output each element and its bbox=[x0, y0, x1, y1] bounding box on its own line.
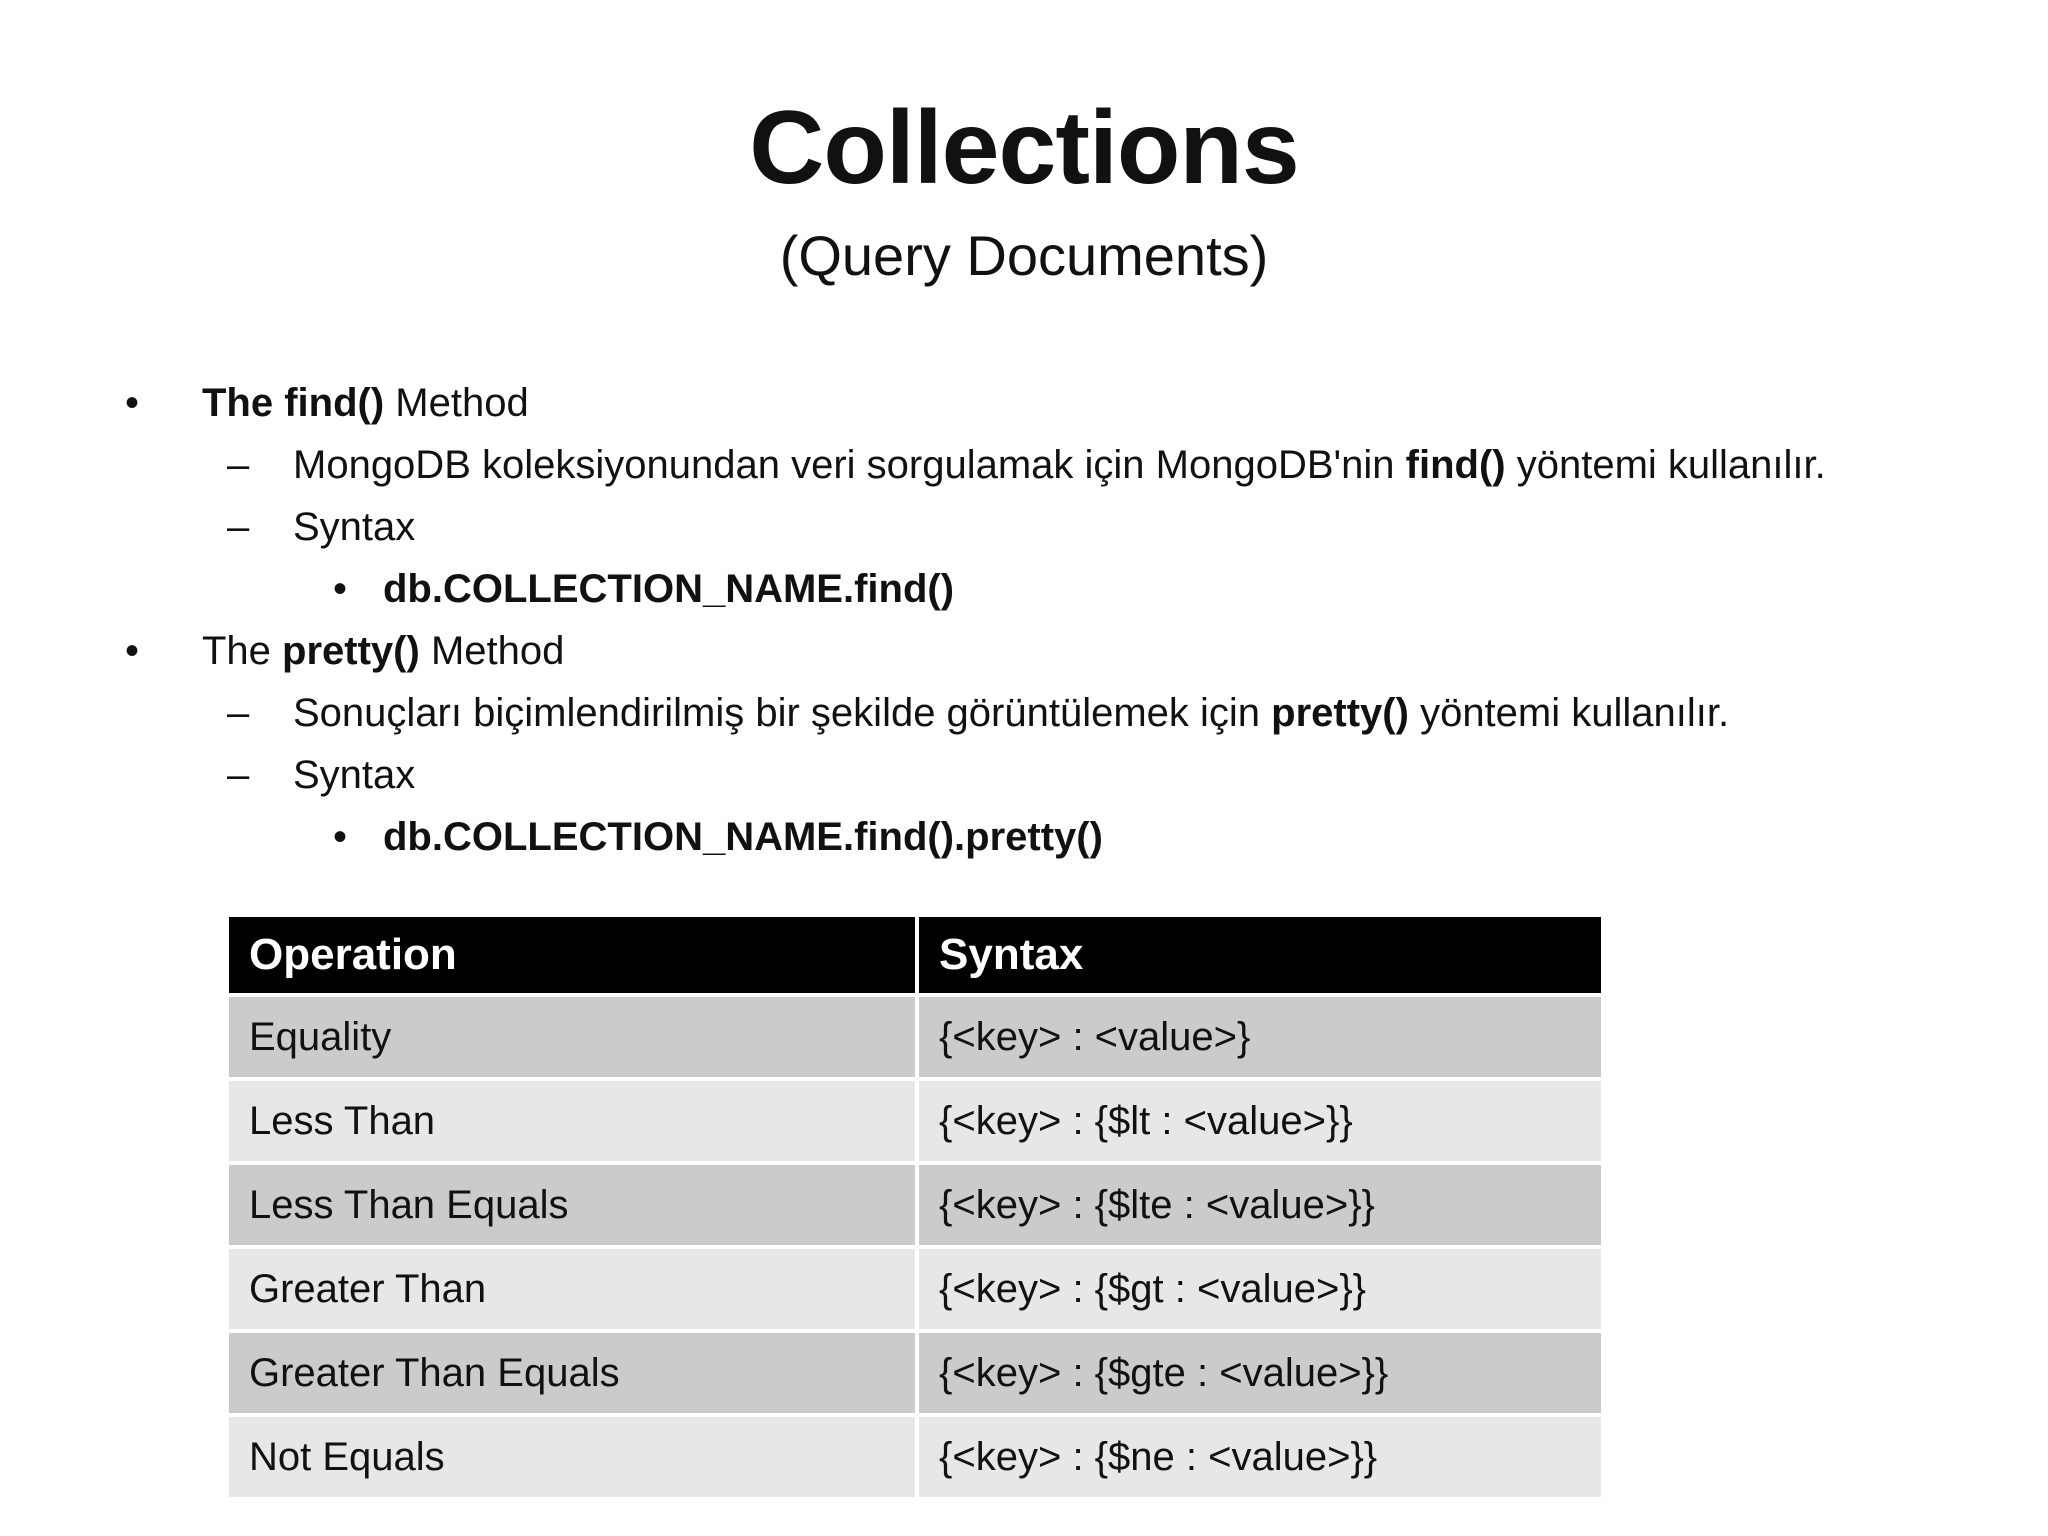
dash-marker: – bbox=[227, 443, 250, 487]
operation-cell: Greater Than Equals bbox=[227, 1331, 917, 1415]
syntax-cell: {<key> : {$gte : <value>}} bbox=[917, 1331, 1603, 1415]
sub-bullet-find-syntax bbox=[0, 496, 2048, 558]
syntax-cell: {<key> : {$ne : <value>}} bbox=[917, 1415, 1603, 1499]
bullet-marker: • bbox=[125, 629, 140, 673]
plain-text: The bbox=[202, 629, 283, 673]
bold-text: find() bbox=[1405, 443, 1506, 487]
table-row bbox=[227, 1163, 1603, 1247]
plain-text: MongoDB koleksiyonundan veri sorgulamak için MongoDB'nin bbox=[293, 443, 1406, 487]
table-row bbox=[227, 995, 1603, 1079]
operation-cell: Less Than Equals bbox=[227, 1163, 917, 1247]
table-header-row bbox=[227, 915, 1603, 995]
syntax-code: db.COLLECTION_NAME.find().pretty() bbox=[383, 815, 1103, 859]
dash-marker: – bbox=[227, 691, 250, 735]
dash-marker: – bbox=[227, 505, 250, 549]
syntax-cell: {<key> : {$lte : <value>}} bbox=[917, 1163, 1603, 1247]
bullet-marker: • bbox=[333, 567, 348, 611]
sub-bullet-find-description bbox=[0, 434, 2048, 496]
sub-bullet-text bbox=[293, 434, 1826, 496]
syntax-cell: {<key> : <value>} bbox=[917, 995, 1603, 1079]
sub-bullet-pretty-syntax bbox=[0, 744, 2048, 806]
bullet-marker: • bbox=[333, 815, 348, 859]
header-syntax: Syntax bbox=[917, 915, 1603, 995]
bullet-find-method bbox=[0, 372, 2048, 434]
table-row bbox=[227, 1247, 1603, 1331]
sub-bullet-text: Syntax bbox=[293, 753, 416, 797]
code-bullet-find bbox=[0, 558, 2048, 620]
table-row bbox=[227, 1415, 1603, 1499]
sub-bullet-pretty-description bbox=[0, 682, 2048, 744]
syntax-cell: {<key> : {$gt : <value>}} bbox=[917, 1247, 1603, 1331]
operation-cell: Less Than bbox=[227, 1079, 917, 1163]
slide-subtitle: (Query Documents) bbox=[779, 224, 1269, 287]
operation-cell: Greater Than bbox=[227, 1247, 917, 1331]
plain-text: yöntemi kullanılır. bbox=[1505, 443, 1826, 487]
bold-text: pretty() bbox=[282, 629, 420, 673]
bullet-text bbox=[202, 372, 529, 434]
syntax-cell: {<key> : {$lt : <value>}} bbox=[917, 1079, 1603, 1163]
table-row bbox=[227, 1079, 1603, 1163]
bold-text: pretty() bbox=[1271, 691, 1409, 735]
plain-text: yöntemi kullanılır. bbox=[1408, 691, 1730, 735]
sub-bullet-text: Syntax bbox=[293, 505, 416, 549]
header-operation: Operation bbox=[227, 915, 917, 995]
bullet-list bbox=[0, 372, 2048, 868]
operations-table bbox=[225, 913, 1605, 1501]
plain-text: Sonuçları biçimlendirilmiş bir şekilde görüntülemek için bbox=[293, 691, 1272, 735]
bullet-marker: • bbox=[125, 381, 140, 425]
bullet-text bbox=[202, 620, 564, 682]
bullet-pretty-method bbox=[0, 620, 2048, 682]
plain-text: Method bbox=[419, 629, 565, 673]
code-bullet-pretty bbox=[0, 806, 2048, 868]
operation-cell: Not Equals bbox=[227, 1415, 917, 1499]
plain-text: Method bbox=[384, 381, 529, 425]
bold-text: The find() bbox=[202, 381, 385, 425]
sub-bullet-text bbox=[293, 682, 1729, 744]
slide-title: Collections bbox=[749, 90, 1299, 206]
table-row bbox=[227, 1331, 1603, 1415]
operation-cell: Equality bbox=[227, 995, 917, 1079]
dash-marker: – bbox=[227, 753, 250, 797]
syntax-code: db.COLLECTION_NAME.find() bbox=[383, 567, 955, 611]
